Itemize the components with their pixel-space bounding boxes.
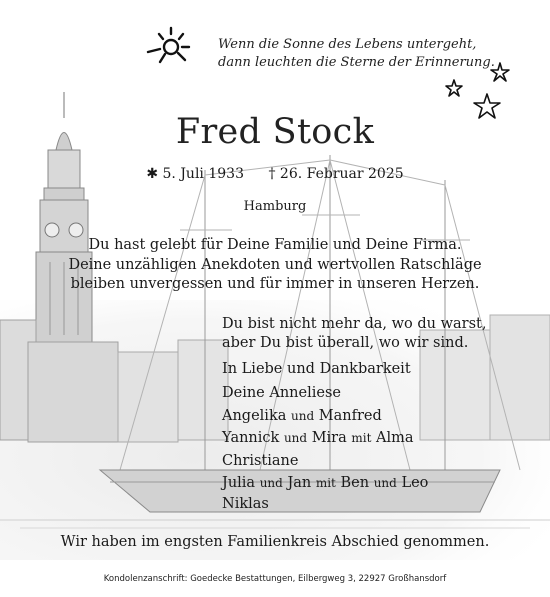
mourner-name: Leo (401, 474, 429, 491)
quote-line-1: Wenn die Sonne des Lebens untergeht, (218, 37, 477, 52)
death-symbol: † (268, 166, 276, 182)
birth-symbol: ✱ (146, 166, 159, 182)
birth-date (146, 166, 244, 182)
mourner-line (222, 428, 428, 450)
mourner-line (222, 406, 428, 428)
mourner-name: Niklas (222, 496, 269, 512)
verse-line: aber Du bist überall, wo wir sind. (222, 335, 469, 351)
connector-word: und (291, 409, 315, 423)
mourner-name: Christiane (222, 453, 299, 469)
mourner-name: Jan (287, 474, 312, 491)
connector-word: und (283, 430, 308, 445)
connector-word: mit (315, 475, 336, 490)
deceased-name: Fred Stock (175, 112, 375, 152)
mourners-intro: In Liebe und Dankbarkeit (222, 361, 411, 377)
closing-statement: Wir haben im engsten Familienkreis Abschied genommen. (60, 534, 490, 550)
death-date-value: 26. Februar 2025 (279, 166, 404, 182)
mourner-name: Angelika (222, 408, 287, 424)
condolence-address: Kondolenzanschrift: Goedecke Bestattungen, Eilbergweg 3, 22927 Großhansdorf (103, 574, 447, 584)
mourner-name: Alma (376, 429, 414, 446)
mourner-line (222, 451, 428, 473)
connector-word: und (259, 475, 283, 490)
death-date (268, 166, 403, 182)
mourners-list (222, 359, 428, 516)
tribute-line: Du hast gelebt für Deine Familie und Deine Firma. (88, 237, 462, 253)
tribute-line: bleiben unvergessen und für immer in unseren Herzen. (70, 276, 480, 292)
spouse-name: Deine Anneliese (222, 384, 341, 401)
mourner-name: Ben (340, 474, 370, 491)
connector-word: und (373, 475, 397, 490)
mourner-name: Yannick (222, 429, 280, 446)
birth-date-value: 5. Juli 1933 (162, 166, 244, 182)
verse-text (222, 315, 486, 353)
tribute-text (0, 236, 550, 295)
mourner-name: Manfred (318, 408, 382, 424)
tribute-line: Deine unzähligen Anekdoten und wertvollen Ratschläge (68, 256, 482, 273)
verse-line: Du bist nicht mehr da, wo du warst, (222, 316, 487, 332)
place-of-residence: Hamburg (243, 199, 307, 214)
connector-word: mit (351, 430, 372, 445)
mourner-name: Mira (311, 429, 347, 446)
mourner-line (222, 473, 428, 495)
sun-doodle-icon (145, 26, 197, 72)
quote-line-2: dann leuchten die Sterne der Erinnerung. (218, 55, 495, 70)
life-dates (0, 166, 550, 182)
mourner-line (222, 494, 428, 516)
mourner-name: Julia (222, 474, 256, 491)
